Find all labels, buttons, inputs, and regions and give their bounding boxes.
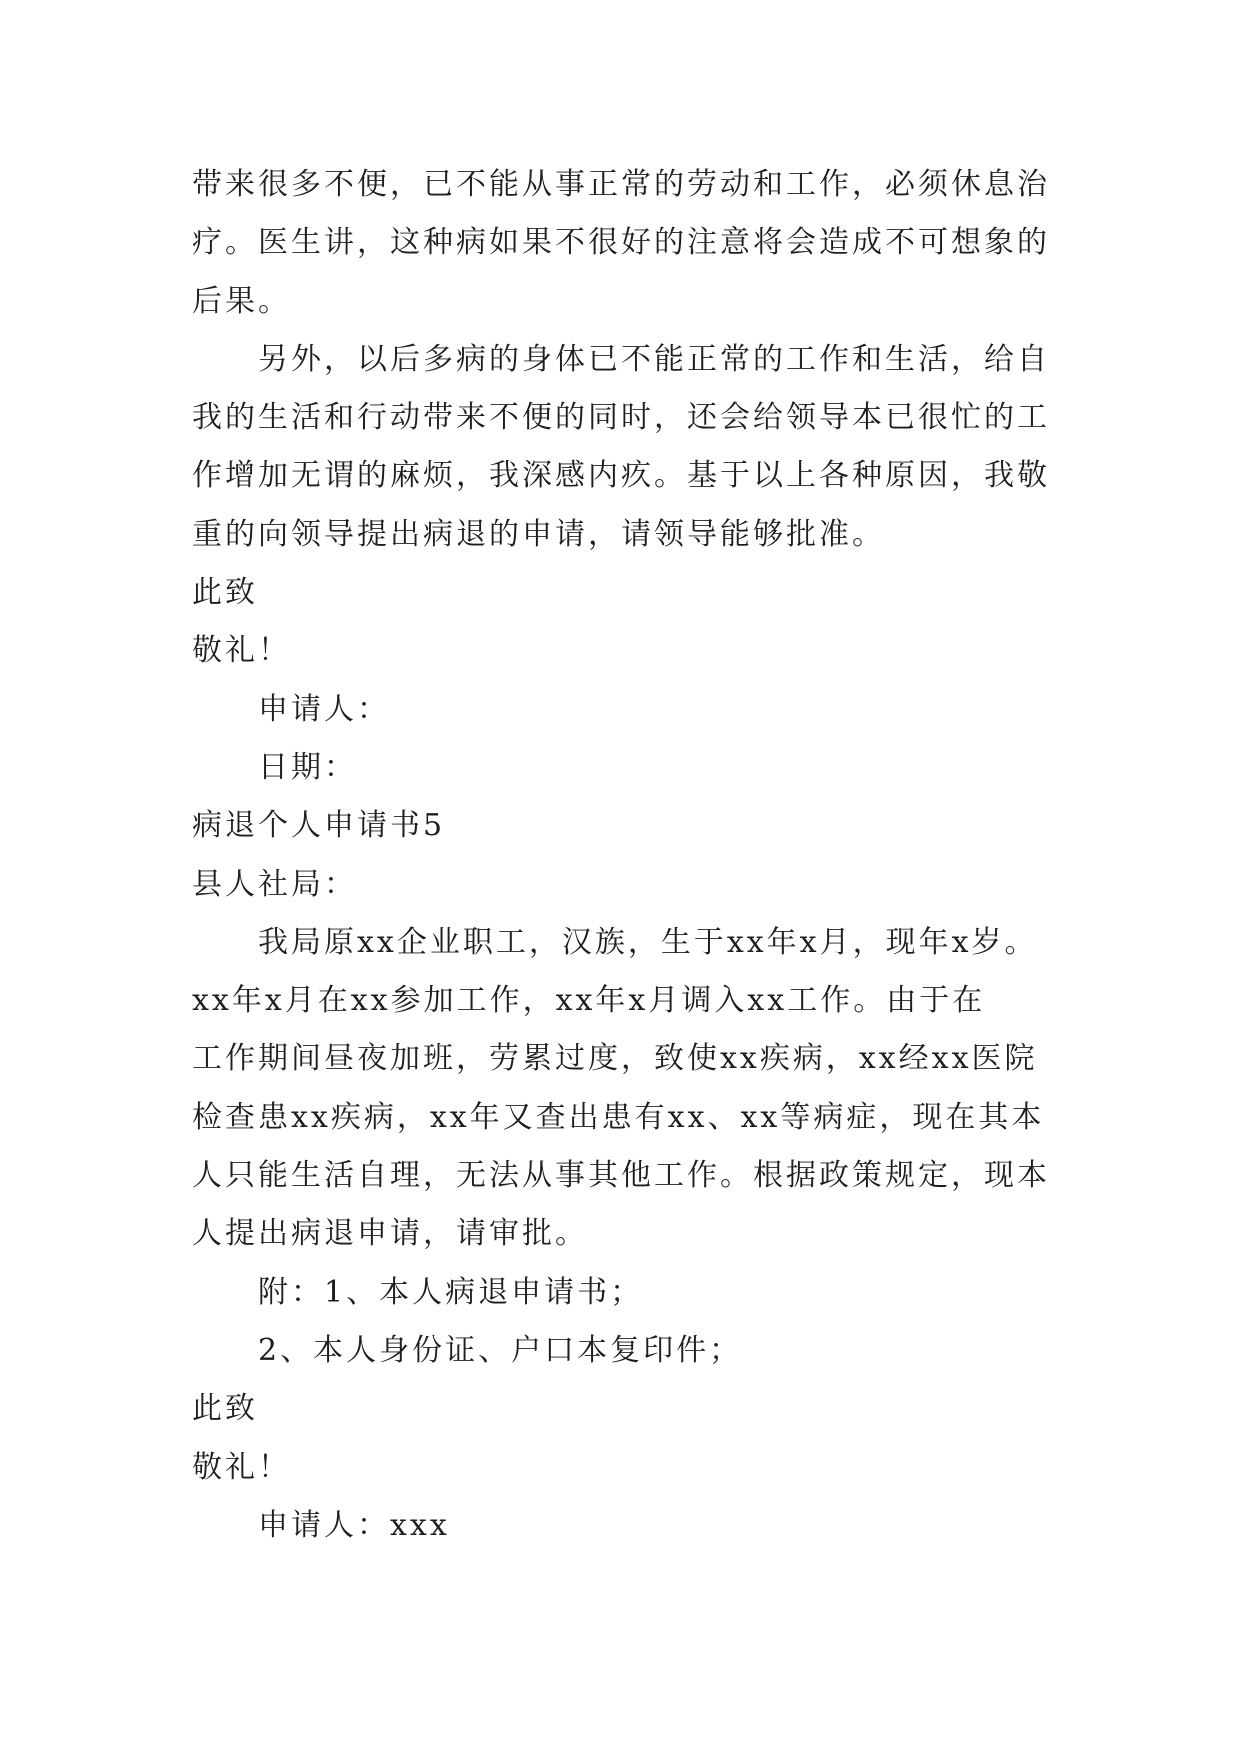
closing-salutation: 此致	[192, 575, 258, 611]
section-title: 病退个人申请书5	[192, 808, 446, 844]
text-line: xx年x月在xx参加工作，xx年x月调入xx工作。由于在	[192, 983, 986, 1019]
recipient: 县人社局：	[192, 866, 357, 902]
closing-regards: 敬礼！	[192, 1449, 291, 1485]
text-line: 检查患xx疾病，xx年又查出患有xx、xx等病症，现在其本	[192, 1099, 1045, 1135]
text-line: 人提出病退申请，请审批。	[192, 1216, 588, 1252]
closing-regards: 敬礼！	[192, 633, 291, 669]
attachment-item: 2、本人身份证、户口本复印件；	[258, 1332, 743, 1368]
applicant-label: 申请人：	[258, 691, 390, 727]
text-line: 另外，以后多病的身体已不能正常的工作和生活，给自	[258, 341, 1050, 377]
date-label: 日期：	[258, 749, 357, 785]
text-line: 我局原xx企业职工，汉族，生于xx年x月，现年x岁。	[258, 924, 1038, 960]
closing-salutation: 此致	[192, 1391, 258, 1427]
document-body	[192, 156, 1062, 1555]
text-line: 后果。	[192, 283, 291, 319]
text-line: 疗。医生讲，这种病如果不很好的注意将会造成不可想象的	[192, 225, 1050, 261]
text-line: 带来很多不便，已不能从事正常的劳动和工作，必须休息治	[192, 167, 1050, 202]
attachment-item: 附：1、本人病退申请书；	[258, 1274, 644, 1310]
text-line: 重的向领导提出病退的申请，请领导能够批准。	[192, 516, 885, 552]
text-line: 人只能生活自理，无法从事其他工作。根据政策规定，现本	[192, 1158, 1050, 1194]
text-line: 工作期间昼夜加班，劳累过度，致使xx疾病，xx经xx医院	[192, 1041, 1038, 1077]
text-line: 我的生活和行动带来不便的同时，还会给领导本已很忙的工	[192, 400, 1050, 436]
applicant-label: 申请人：xxx	[258, 1507, 450, 1543]
text-line: 作增加无谓的麻烦，我深感内疚。基于以上各种原因，我敬	[192, 458, 1050, 494]
